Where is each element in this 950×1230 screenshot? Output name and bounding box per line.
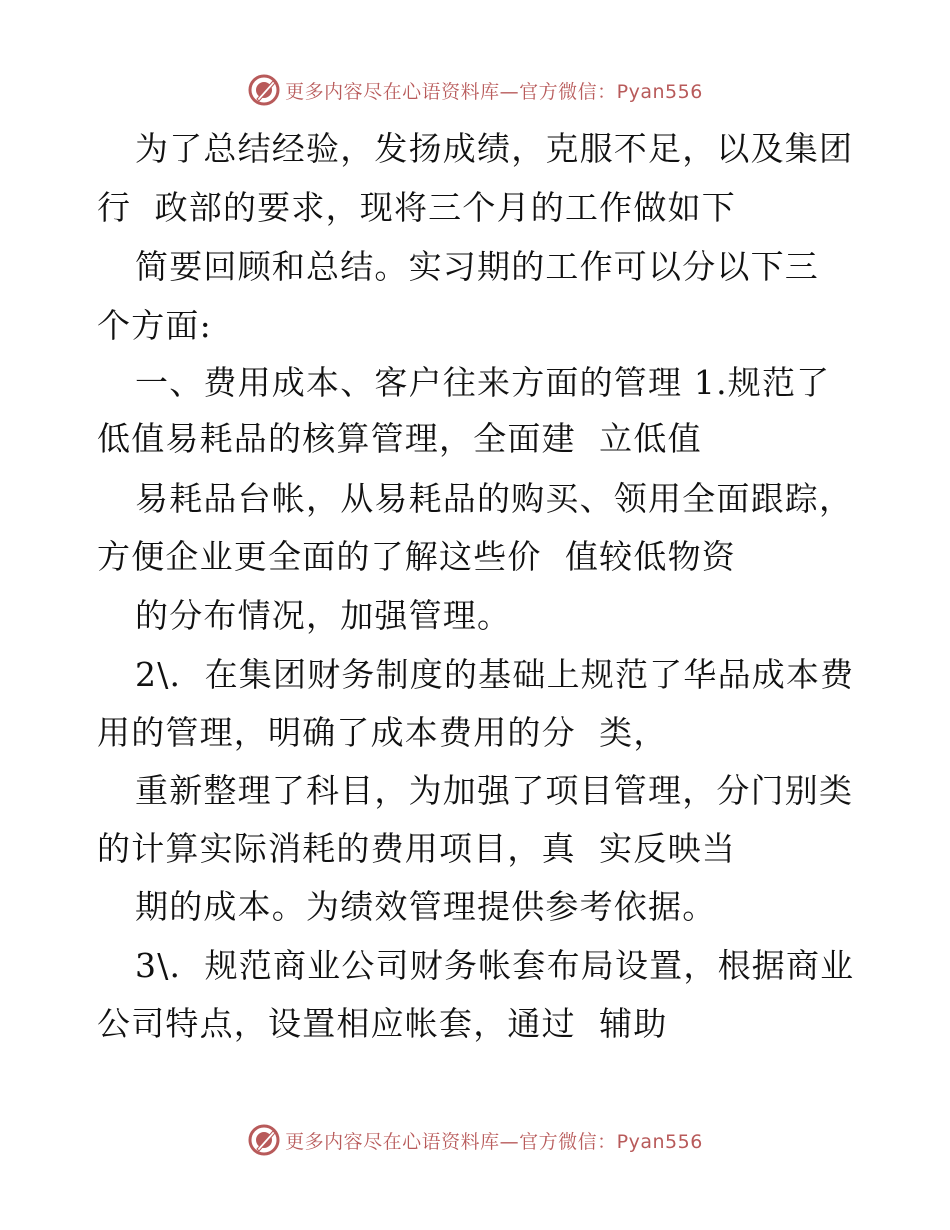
text-line: 3\. 规范商业公司财务帐套布局设置，根据商业 bbox=[135, 946, 855, 985]
text-line: 低值易耗品的核算管理，全面建 立低值 bbox=[97, 419, 702, 458]
text-line: 个方面: bbox=[97, 306, 212, 345]
text-line: 方便企业更全面的了解这些价 值较低物资 bbox=[97, 537, 736, 576]
footer-banner-text: 更多内容尽在心语资料库—官方微信：Pyan556 bbox=[285, 1130, 703, 1153]
text-line: 用的管理，明确了成本费用的分 类， bbox=[97, 713, 668, 752]
text-line: 期的成本。为绩效管理提供参考依据。 bbox=[135, 887, 717, 926]
text-line: 简要回顾和总结。实习期的工作可以分以下三 bbox=[135, 247, 819, 286]
text-line: 公司特点，设置相应帐套，通过 辅助 bbox=[97, 1004, 668, 1043]
text-line: 2\. 在集团财务制度的基础上规范了华品成本费 bbox=[135, 655, 855, 694]
quill-seal-logo-icon bbox=[247, 1123, 281, 1157]
text-line: 一、费用成本、客户往来方面的管理 1.规范了 bbox=[135, 363, 831, 402]
quill-seal-logo-icon bbox=[247, 73, 281, 107]
text-line: 为了总结经验，发扬成绩，克服不足，以及集团 bbox=[135, 129, 854, 168]
text-line: 易耗品台帐，从易耗品的购买、领用全面跟踪， bbox=[135, 479, 854, 518]
header-banner-text: 更多内容尽在心语资料库—官方微信：Pyan556 bbox=[285, 80, 703, 103]
header-banner bbox=[0, 70, 950, 110]
text-line: 的计算实际消耗的费用项目，真 实反映当 bbox=[97, 829, 736, 868]
text-line: 行 政部的要求，现将三个月的工作做如下 bbox=[97, 188, 736, 227]
text-line: 的分布情况，加强管理。 bbox=[135, 596, 512, 635]
footer-banner bbox=[0, 1120, 950, 1160]
text-line: 重新整理了科目，为加强了项目管理，分门别类 bbox=[135, 771, 854, 810]
